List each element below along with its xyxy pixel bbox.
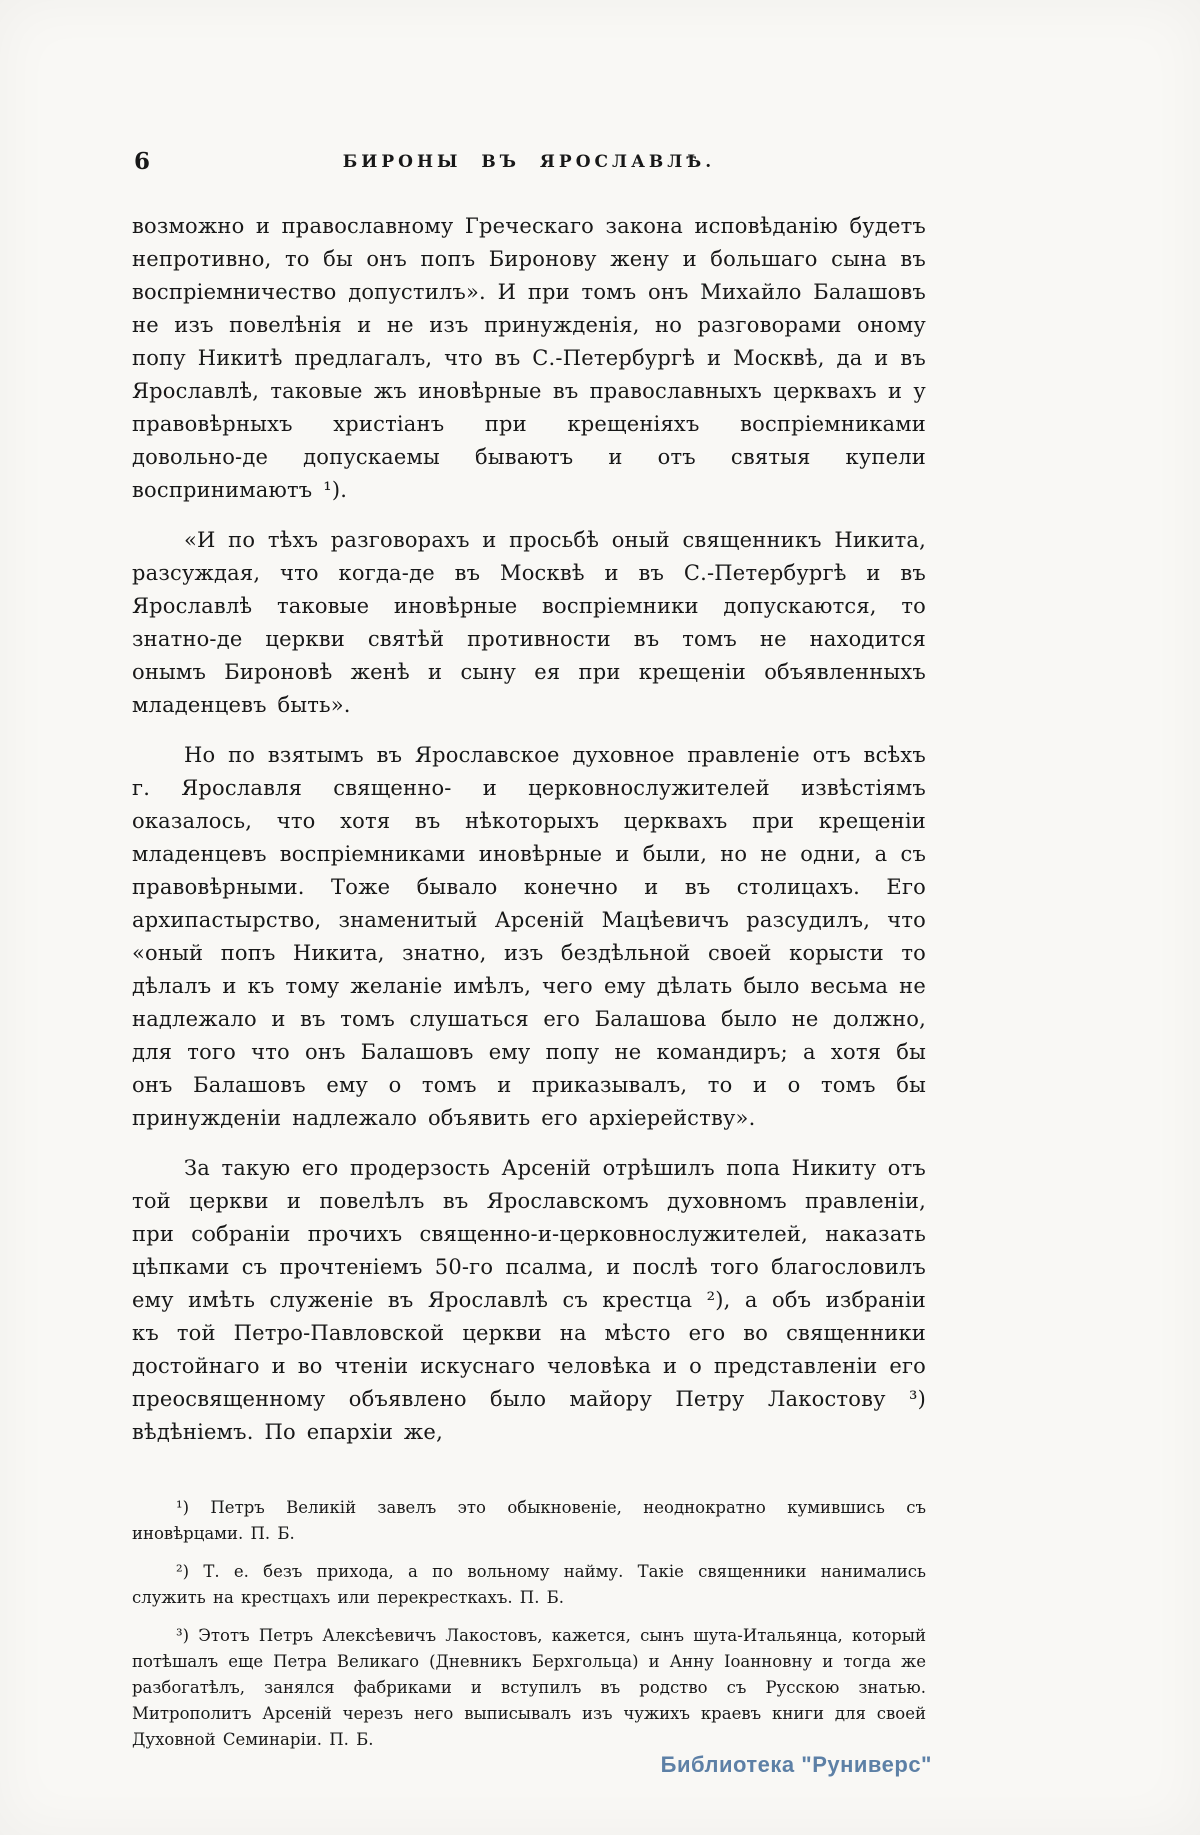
paragraph-investigation: Но по взятымъ въ Ярославское духовное правленіе отъ всѣхъ г. Ярославля священно- и церковнослужителей извѣстіямъ оказалось, что хотя въ нѣкоторыхъ церквахъ при крещеніи младенцевъ воспріемниками иновѣрные и были, но не одни, а съ правовѣрными. Тоже бывало конечно и въ столицахъ. Его архипастырство, знаменитый Арсеній Мацѣевичъ разсудилъ, что «оный попъ Никита, знатно, изъ бездѣльной своей корысти то дѣлалъ и къ тому желаніе имѣлъ, чего ему дѣлать было весьма не надлежало и въ томъ слушаться его Балашова было не должно, для того что онъ Балашовъ ему попу не командиръ; а хотя бы онъ Балашовъ ему о томъ и приказывалъ, то и о томъ бы принужденіи надлежало объявить его архіерейству».	[132, 743, 926, 1130]
page-number: 6	[134, 148, 151, 175]
body-text	[132, 210, 926, 1449]
page-header	[132, 148, 926, 182]
running-title: БИРОНЫ ВЪ ЯРОСЛАВЛѢ.	[342, 152, 716, 172]
paragraph-quote-nikita: «И по тѣхъ разговорахъ и просьбѣ оный священникъ Никита, разсуждая, что когда-де въ Москвѣ и въ С.-Петербургѣ и въ Ярославлѣ таковые иновѣрные воспріемники допускаются, то знатно-де церкви святѣй противности въ томъ не находится онымъ Бироновѣ женѣ и сыну ея при крещеніи объявленныхъ младенцевъ быть».	[132, 528, 926, 717]
text-block	[132, 148, 926, 1765]
footnote-1: ¹) Петръ Великій завелъ это обыкновеніе, неоднократно кумившись съ иновѣрцами. П. Б.	[132, 1498, 926, 1543]
paragraph-continuation: возможно и православному Греческаго закона исповѣданію будетъ непротивно, то бы онъ попъ Биронову жену и большаго сына въ воспріемничество допустилъ». И при томъ онъ Михайло Балашовъ не изъ повелѣнія и не изъ принужденія, но разговорами оному попу Никитѣ предлагалъ, что въ С.-Петербургѣ и Москвѣ, да и въ Ярославлѣ, таковые жъ иновѣрные въ православныхъ церквахъ и у правовѣрныхъ христіанъ при крещеніяхъ воспріемниками довольно-де допускаемы бываютъ и отъ святыя купели воспринимаютъ ¹).	[132, 214, 926, 502]
library-watermark: Библиотека "Руниверс"	[660, 1752, 932, 1777]
footnote-2: ²) Т. е. безъ прихода, а по вольному найму. Такіе священники нанимались служить на крестцахъ или перекресткахъ. П. Б.	[132, 1562, 926, 1607]
footnote-3: ³) Этотъ Петръ Алексѣевичъ Лакостовъ, кажется, сынъ шута-Итальянца, который потѣшалъ еще Петра Великаго (Дневникъ Берхгольца) и Анну Іоанновну и тогда же разбогатѣлъ, занялся фабриками и вступилъ въ родство съ Русскою знатью. Митрополитъ Арсеній черезъ него выписывалъ изъ чужихъ краевъ книги для своей Духовной Семинаріи. П. Б.	[132, 1626, 926, 1749]
paragraph-punishment: За такую его продерзость Арсеній отрѣшилъ попа Никиту отъ той церкви и повелѣлъ въ Ярославскомъ духовномъ правленіи, при собраніи прочихъ священно-и-церковнослужителей, наказать цѣпками съ прочтеніемъ 50-го псалма, и послѣ того благословилъ ему имѣть служеніе въ Ярославлѣ съ крестца ²), а объ избраніи къ той Петро-Павловской церкви на мѣсто его во священники достойнаго и во чтеніи искуснаго человѣка и о представленіи его преосвященному объявлено было майору Петру Лакостову ³) вѣдѣніемъ. По епархіи же,	[132, 1156, 926, 1444]
footnotes-section	[132, 1495, 926, 1753]
